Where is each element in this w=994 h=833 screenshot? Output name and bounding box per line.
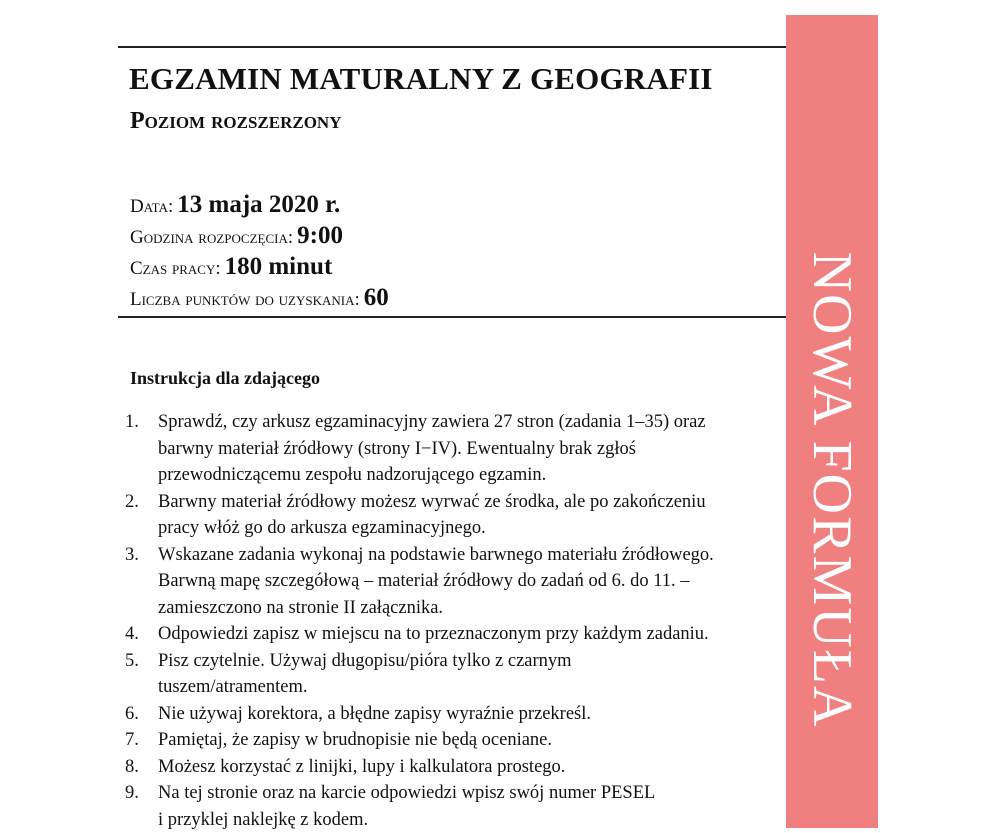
top-divider	[118, 46, 788, 48]
instruction-line: Barwny materiał źródłowy możesz wyrwać ze środka, ale po zakończeniu	[158, 489, 775, 516]
instruction-line: Wskazane zadania wykonaj na podstawie barwnego materiału źródłowego.	[158, 542, 775, 569]
exam-duration-label: Czas pracy:	[130, 258, 221, 279]
instruction-item	[125, 754, 775, 781]
instruction-item	[125, 727, 775, 754]
exam-duration	[130, 254, 332, 279]
instruction-item	[125, 780, 775, 833]
instruction-line: Barwną mapę szczegółową – materiał źródłowy do zadań od 6. do 11. –	[158, 568, 775, 595]
instruction-line: Na tej stronie oraz na karcie odpowiedzi wpisz swój numer PESEL	[158, 780, 775, 807]
instruction-line: Pamiętaj, że zapisy w brudnopisie nie będą oceniane.	[158, 727, 775, 754]
instructions-heading: Instrukcja dla zdającego	[130, 368, 320, 390]
exam-date	[130, 192, 340, 217]
instruction-line: i przyklej naklejkę z kodem.	[158, 807, 775, 833]
instruction-item	[125, 489, 775, 542]
instruction-line: Nie używaj korektora, a błędne zapisy wyraźnie przekreśl.	[158, 701, 775, 728]
instruction-item	[125, 409, 775, 489]
exam-start-time	[130, 223, 343, 248]
instruction-line: tuszem/atramentem.	[158, 674, 775, 701]
instruction-line: przewodniczącemu zespołu nadzorującego egzamin.	[158, 462, 775, 489]
exam-level: Poziom rozszerzony	[130, 108, 341, 134]
exam-duration-value: 180 minut	[225, 253, 333, 280]
instruction-line: Możesz korzystać z linijki, lupy i kalkulatora prostego.	[158, 754, 775, 781]
exam-start-time-label: Godzina rozpoczęcia:	[130, 227, 293, 248]
instruction-number: 2.	[125, 489, 139, 516]
instruction-line: barwny materiał źródłowy (strony I−IV). Ewentualny brak zgłoś	[158, 436, 775, 463]
middle-divider	[118, 316, 788, 318]
instruction-line: zamieszczono na stronie II załącznika.	[158, 595, 775, 622]
instruction-item	[125, 542, 775, 622]
instruction-number: 3.	[125, 542, 139, 569]
instruction-item	[125, 648, 775, 701]
instruction-number: 9.	[125, 780, 139, 807]
instruction-number: 5.	[125, 648, 139, 675]
instruction-number: 1.	[125, 409, 139, 436]
instruction-number: 8.	[125, 754, 139, 781]
exam-date-value: 13 maja 2020 r.	[177, 191, 340, 218]
instructions-list	[125, 409, 775, 833]
instruction-line: Sprawdź, czy arkusz egzaminacyjny zawiera 27 stron (zadania 1–35) oraz	[158, 409, 775, 436]
exam-points-label: Liczba punktów do uzyskania:	[130, 289, 360, 310]
exam-title: EGZAMIN MATURALNY Z GEOGRAFII	[129, 62, 713, 96]
instruction-line: Odpowiedzi zapisz w miejscu na to przeznaczonym przy każdym zadaniu.	[158, 621, 775, 648]
exam-points-value: 60	[364, 284, 389, 311]
instruction-line: Pisz czytelnie. Używaj długopisu/pióra tylko z czarnym	[158, 648, 775, 675]
exam-date-label: Data:	[130, 196, 173, 217]
instruction-item	[125, 701, 775, 728]
instruction-number: 7.	[125, 727, 139, 754]
exam-points	[130, 285, 389, 310]
instruction-line: pracy włóż go do arkusza egzaminacyjnego.	[158, 515, 775, 542]
instruction-number: 6.	[125, 701, 139, 728]
instruction-number: 4.	[125, 621, 139, 648]
exam-start-time-value: 9:00	[297, 222, 343, 249]
instruction-item	[125, 621, 775, 648]
side-banner-text: NOWA FORMUŁA	[804, 252, 860, 729]
